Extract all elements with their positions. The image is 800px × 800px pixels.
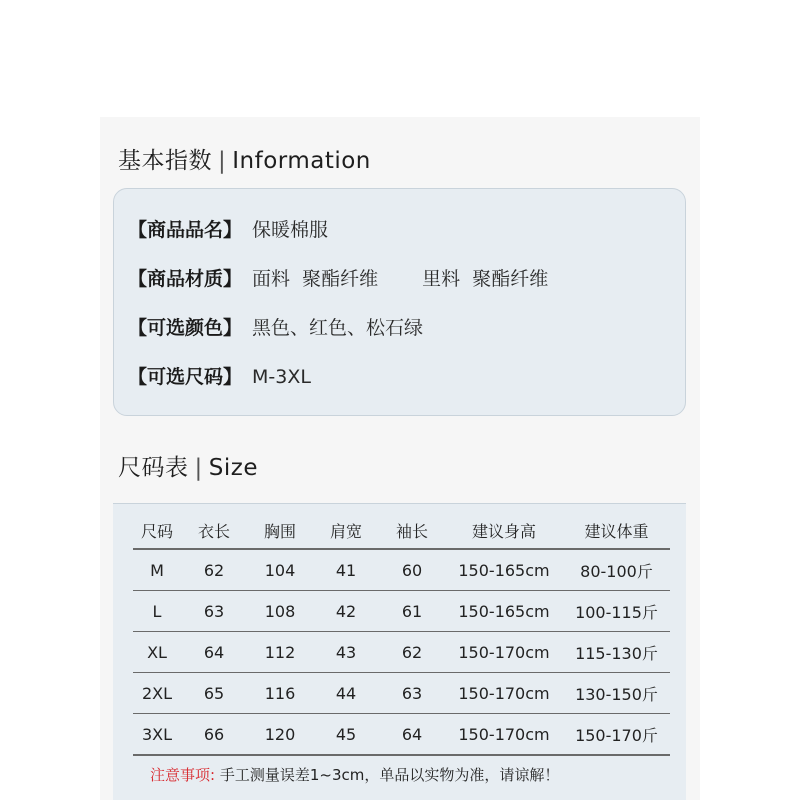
column-header: 衣长 xyxy=(181,512,247,549)
size-heading-title: 尺码表 xyxy=(118,455,189,481)
table-cell: XL xyxy=(133,632,181,673)
table-cell: 62 xyxy=(181,549,247,591)
table-cell: 2XL xyxy=(133,673,181,714)
table-cell: 64 xyxy=(379,714,445,756)
info-row-product-name xyxy=(128,215,328,245)
table-cell: 104 xyxy=(247,549,313,591)
table-cell: 66 xyxy=(181,714,247,756)
table-row xyxy=(133,549,670,591)
info-row-colors xyxy=(128,313,423,343)
table-cell: 108 xyxy=(247,591,313,632)
info-label: 【可选颜色】 xyxy=(128,317,243,339)
table-cell: 62 xyxy=(379,632,445,673)
info-card xyxy=(113,188,686,416)
column-header: 建议身高 xyxy=(445,512,563,549)
table-cell: 61 xyxy=(379,591,445,632)
info-heading-divider: | xyxy=(218,148,227,174)
size-table xyxy=(133,512,670,756)
table-cell: 65 xyxy=(181,673,247,714)
table-cell: M xyxy=(133,549,181,591)
table-cell: 150-170斤 xyxy=(563,714,670,756)
info-value-fabric: 面料 聚酯纤维 xyxy=(252,268,379,290)
info-heading-title: 基本指数 xyxy=(118,148,212,174)
column-header: 袖长 xyxy=(379,512,445,549)
info-heading xyxy=(118,142,371,175)
table-cell: 3XL xyxy=(133,714,181,756)
table-cell: 64 xyxy=(181,632,247,673)
table-cell: 116 xyxy=(247,673,313,714)
table-cell: 130-150斤 xyxy=(563,673,670,714)
table-row xyxy=(133,714,670,756)
table-cell: 120 xyxy=(247,714,313,756)
info-row-sizes xyxy=(128,362,311,392)
info-label: 【商品材质】 xyxy=(128,268,243,290)
table-cell: 150-170cm xyxy=(445,714,563,756)
table-row xyxy=(133,673,670,714)
table-cell: 112 xyxy=(247,632,313,673)
table-cell: 150-170cm xyxy=(445,673,563,714)
table-cell: 63 xyxy=(181,591,247,632)
table-cell: L xyxy=(133,591,181,632)
info-value-lining: 里料 聚酯纤维 xyxy=(422,268,549,290)
note-text: 手工测量误差1~3cm，单品以实物为准，请谅解！ xyxy=(215,766,560,784)
table-cell: 63 xyxy=(379,673,445,714)
table-cell: 42 xyxy=(313,591,379,632)
info-heading-title-en: Information xyxy=(232,148,371,174)
size-heading-divider: | xyxy=(194,455,203,481)
table-cell: 100-115斤 xyxy=(563,591,670,632)
info-value: 黑色、红色、松石绿 xyxy=(252,317,424,339)
column-header: 尺码 xyxy=(133,512,181,549)
table-cell: 45 xyxy=(313,714,379,756)
column-header: 建议体重 xyxy=(563,512,670,549)
table-row xyxy=(133,591,670,632)
column-header: 肩宽 xyxy=(313,512,379,549)
note-label: 注意事项: xyxy=(150,766,216,784)
info-label: 【商品品名】 xyxy=(128,219,243,241)
size-heading xyxy=(118,449,258,482)
measurement-note xyxy=(150,764,559,785)
size-card xyxy=(113,503,686,800)
table-cell: 60 xyxy=(379,549,445,591)
column-header: 胸围 xyxy=(247,512,313,549)
table-cell: 150-165cm xyxy=(445,591,563,632)
info-label: 【可选尺码】 xyxy=(128,366,243,388)
info-value: M-3XL xyxy=(252,366,311,388)
table-row xyxy=(133,632,670,673)
size-table-header xyxy=(133,512,670,549)
table-cell: 150-165cm xyxy=(445,549,563,591)
info-value: 保暖棉服 xyxy=(252,219,329,241)
table-cell: 150-170cm xyxy=(445,632,563,673)
table-cell: 41 xyxy=(313,549,379,591)
table-cell: 43 xyxy=(313,632,379,673)
info-row-material xyxy=(128,264,548,294)
table-cell: 115-130斤 xyxy=(563,632,670,673)
table-cell: 44 xyxy=(313,673,379,714)
table-cell: 80-100斤 xyxy=(563,549,670,591)
size-heading-title-en: Size xyxy=(208,455,258,481)
